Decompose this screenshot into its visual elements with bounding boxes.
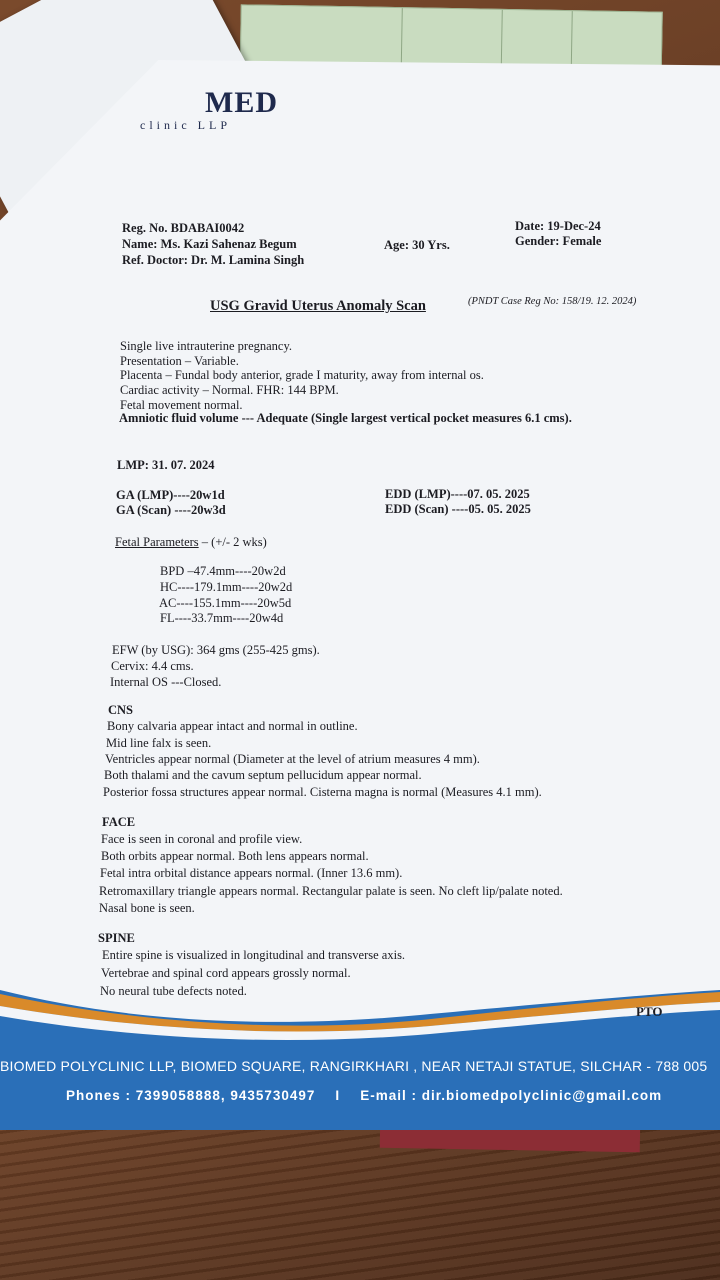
finding-line: Presentation – Variable. [120,354,239,368]
cervix-line: Cervix: 4.4 cms. [111,659,194,673]
fetal-parameters-label: Fetal Parameters [115,535,199,549]
footer-separator: I [335,1088,341,1103]
face-line: Both orbits appear normal. Both lens appears normal. [101,849,369,863]
internal-os-line: Internal OS ---Closed. [110,675,222,689]
spine-line: No neural tube defects noted. [100,984,247,998]
report-title: USG Gravid Uterus Anomaly Scan [210,298,426,314]
footer-email: E-mail : dir.biomedpolyclinic@gmail.com [360,1088,663,1103]
finding-line: Cardiac activity – Normal. FHR: 144 BPM. [120,383,339,397]
clinic-logo-subtitle: clinic LLP [140,118,231,132]
spine-heading: SPINE [98,931,135,945]
report-date: Date: 19-Dec-24 [515,219,601,233]
face-line: Nasal bone is seen. [99,901,195,915]
fetal-parameters-heading [115,535,267,550]
patient-age: Age: 30 Yrs. [384,238,450,252]
patient-name: Name: Ms. Kazi Sahenaz Begum [122,237,297,251]
face-line: Retromaxillary triangle appears normal. Rectangular palate is seen. No cleft lip/palate noted. [99,884,563,898]
finding-line: Single live intrauterine pregnancy. [120,339,293,353]
finding-line: Fetal movement normal. [120,398,243,412]
spine-line: Entire spine is visualized in longitudinal and transverse axis. [102,948,406,962]
pto-label: PTO [636,1004,663,1019]
efw-line: EFW (by USG): 364 gms (255-425 gms). [112,643,320,657]
face-line: Face is seen in coronal and profile view. [101,832,303,846]
footer-contact [66,1088,662,1103]
fetal-parameter-row: FL----33.7mm----20w4d [160,611,284,625]
ga-lmp: GA (LMP)----20w1d [116,488,225,502]
face-heading: FACE [102,815,136,829]
cns-line: Bony calvaria appear intact and normal in outline. [107,719,358,733]
edd-lmp: EDD (LMP)----07. 05. 2025 [385,487,530,501]
cns-line: Mid line falx is seen. [106,736,212,750]
cns-heading: CNS [108,703,134,717]
pndt-case-reg: (PNDT Case Reg No: 158/19. 12. 2024) [468,296,637,307]
cns-line: Posterior fossa structures appear normal. Cisterna magna is normal (Measures 4.1 mm). [103,785,542,799]
fetal-parameter-row: HC----179.1mm----20w2d [160,580,293,594]
ga-scan: GA (Scan) ----20w3d [116,503,226,517]
lmp-date: LMP: 31. 07. 2024 [117,458,215,472]
cns-line: Both thalami and the cavum septum pellucidum appear normal. [104,768,422,782]
clinic-logo: MED [205,86,278,119]
finding-line: Placenta – Fundal body anterior, grade I maturity, away from internal os. [120,368,484,382]
spine-line: Vertebrae and spinal cord appears grossly normal. [101,966,351,980]
footer-phones: Phones : 7399058888, 9435730497 [66,1088,316,1103]
patient-gender: Gender: Female [515,234,602,248]
footer-address: BIOMED POLYCLINIC LLP, BIOMED SQUARE, RANGIRKHARI , NEAR NETAJI STATUE, SILCHAR - 788 005 [0,1058,708,1074]
edd-scan: EDD (Scan) ----05. 05. 2025 [385,502,531,516]
cns-line: Ventricles appear normal (Diameter at the level of atrium measures 4 mm). [105,752,480,766]
face-line: Fetal intra orbital distance appears normal. (Inner 13.6 mm). [100,866,403,880]
fetal-parameters-range: – (+/- 2 wks) [198,535,267,549]
ref-doctor: Ref. Doctor: Dr. M. Lamina Singh [122,253,305,267]
amniotic-fluid-line: Amniotic fluid volume --- Adequate (Single largest vertical pocket measures 6.1 cms). [119,411,572,425]
fetal-parameter-row: BPD –47.4mm----20w2d [160,564,286,578]
fetal-parameter-row: AC----155.1mm----20w5d [159,596,292,610]
reg-no: Reg. No. BDABAI0042 [122,221,245,235]
